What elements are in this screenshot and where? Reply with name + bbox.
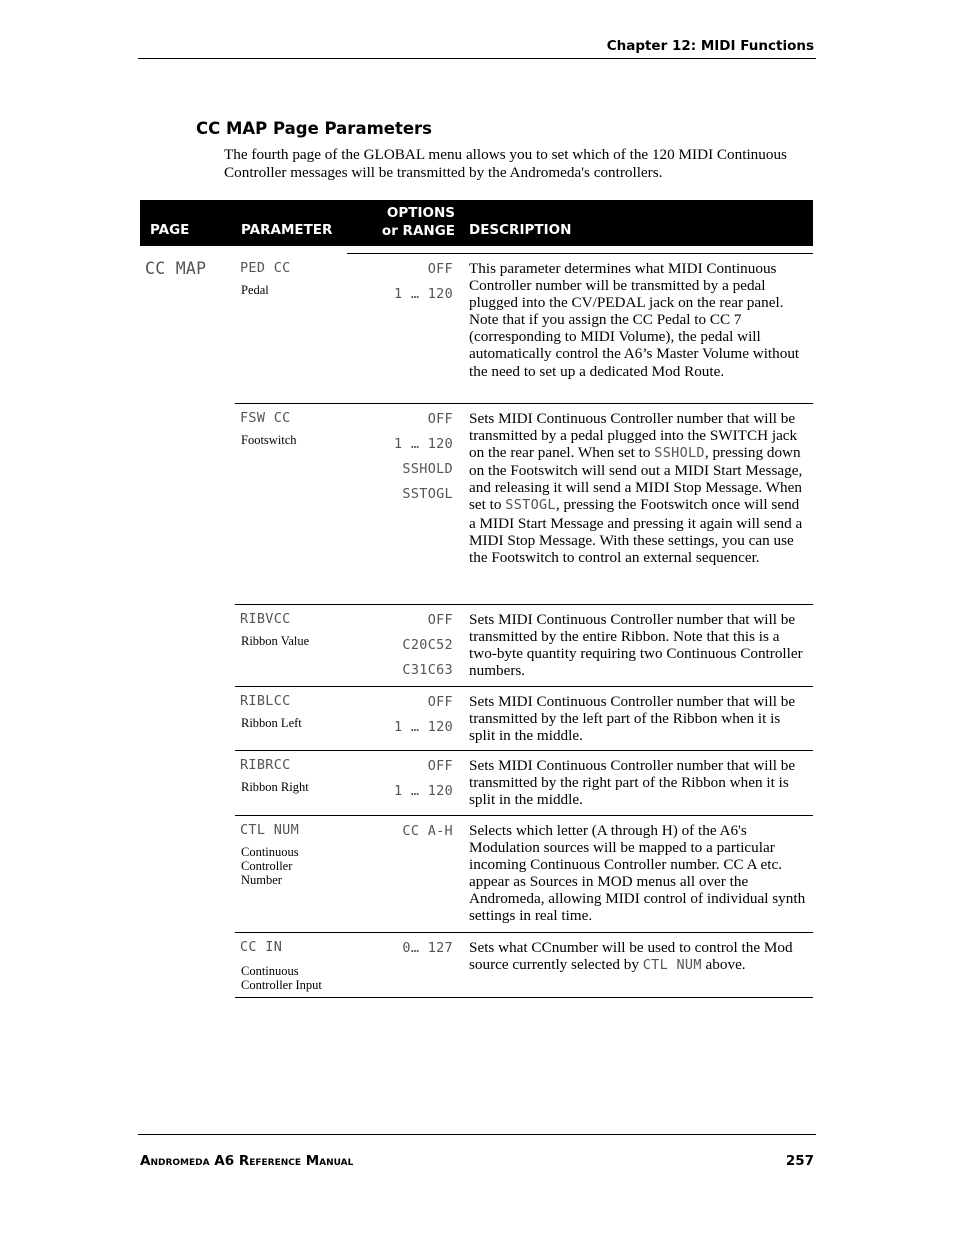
option-value: OFF: [427, 694, 453, 710]
option-value: SSHOLD: [402, 461, 453, 477]
description-text: Sets what CCnumber will be used to control the Mod source currently selected by: [469, 939, 793, 974]
header-parameter: PARAMETER: [241, 222, 333, 238]
param-subtitle: [241, 845, 341, 887]
param-subtitle: Ribbon Left: [241, 716, 302, 730]
param-name: FSW CC: [240, 410, 291, 426]
option-value: SSTOGL: [402, 486, 453, 502]
param-name: RIBRCC: [240, 757, 291, 773]
param-description: This parameter determines what MIDI Continuous Controller number will be transmitted by a pedal plugged into the CV/PEDAL jack on the rear panel. Note that if you assign the CC Pedal to CC 7 (corresponding to MIDI Volume), the pedal will automatically control the A6’s Master Volume without the need to set up a dedicated Mod Route.: [469, 260, 800, 380]
inline-option: SSHOLD: [654, 445, 705, 462]
param-options: [402, 939, 453, 964]
param-name: RIBLCC: [240, 693, 291, 709]
header-options-line2: or RANGE: [381, 223, 455, 239]
description-text: above.: [701, 956, 746, 974]
header-options-line1: OPTIONS: [386, 205, 455, 221]
param-subtitle-line: Controller Input: [241, 978, 322, 992]
param-description: Sets MIDI Continuous Controller number that will be transmitted by the entire Ribbon. Note that this is a two-byte quantity requiring two Continuous Controller numbers.: [469, 611, 803, 680]
footer-rule: [138, 1134, 816, 1135]
param-subtitle: [241, 964, 341, 992]
param-subtitle: Ribbon Value: [241, 634, 310, 648]
param-options: [394, 410, 453, 510]
param-options: [402, 611, 453, 686]
param-subtitle-line: Continuous: [241, 845, 299, 859]
page-number: 257: [785, 1153, 814, 1169]
description-text: , pressing down on the Footswitch will send out a MIDI Start Message, and releasing it will send a MIDI Stop Message. When set to: [469, 444, 803, 514]
param-subtitle: Pedal: [241, 283, 269, 297]
option-value: 1 … 120: [394, 719, 453, 735]
option-value: C20C52: [402, 637, 453, 653]
param-options: [394, 260, 453, 310]
param-name: CC IN: [240, 939, 283, 955]
param-description: [469, 410, 809, 566]
option-value: OFF: [427, 612, 453, 628]
table-row: [235, 751, 813, 816]
header-rule: [138, 58, 816, 59]
option-value: 1 … 120: [394, 783, 453, 799]
description-text: Sets MIDI Continuous Controller number that will be transmitted by a pedal plugged into the SWITCH jack on the rear panel. When set to: [469, 410, 798, 462]
option-value: 1 … 120: [394, 436, 453, 452]
param-name: CTL NUM: [240, 822, 299, 838]
option-value: CC A-H: [402, 823, 453, 839]
table-header: [140, 200, 813, 246]
header-options: [382, 204, 455, 240]
param-description: [469, 939, 809, 974]
option-value: 1 … 120: [394, 286, 453, 302]
description-text: , pressing the Footswitch once will send a MIDI Start Message and pressing it again will send a MIDI Stop Message. With these settings, you can use the Footswitch to control an external sequencer.: [469, 496, 803, 566]
table-row: [235, 933, 813, 998]
option-value: 0… 127: [402, 940, 453, 956]
param-subtitle-line: Controller: [241, 859, 293, 873]
table-row: [235, 816, 813, 933]
page-value: CC MAP: [145, 259, 207, 278]
table-row: [235, 404, 813, 605]
option-value: C31C63: [402, 662, 453, 678]
param-name: PED CC: [240, 260, 291, 276]
param-subtitle-line: Number: [241, 873, 282, 887]
param-subtitle: Ribbon Right: [241, 780, 309, 794]
param-subtitle-line: Continuous: [241, 964, 299, 978]
param-options: [394, 693, 453, 743]
inline-option: SSTOGL: [505, 497, 556, 514]
param-subtitle: Footswitch: [241, 433, 297, 447]
param-options: [402, 822, 453, 847]
header-page: PAGE: [150, 222, 190, 238]
table-row: [235, 254, 813, 404]
footer-manual-title: Andromeda A6 Reference Manual: [140, 1153, 354, 1169]
header-description: DESCRIPTION: [469, 222, 572, 238]
inline-option: CTL NUM: [642, 957, 702, 974]
param-options: [394, 757, 453, 807]
param-description: Selects which letter (A through H) of the A6's Modulation sources will be mapped to a particular incoming Continuous Controller number. CC A etc. appear as Sources in MOD menus all over the Andromeda, allowing MIDI control of individual synth settings in real time.: [469, 822, 806, 925]
option-value: OFF: [427, 261, 453, 277]
table-row: [235, 605, 813, 687]
param-description: Sets MIDI Continuous Controller number that will be transmitted by the right part of the Ribbon when it is split in the middle.: [469, 757, 796, 809]
intro-paragraph: The fourth page of the GLOBAL menu allows you to set which of the 120 MIDI Continuous Controller messages will be transmitted by the Andromeda's controllers.: [224, 146, 787, 181]
section-title: CC MAP Page Parameters: [196, 119, 432, 138]
param-description: Sets MIDI Continuous Controller number that will be transmitted by the left part of the Ribbon when it is split in the middle.: [469, 693, 796, 745]
table-row: [235, 687, 813, 751]
option-value: OFF: [427, 758, 453, 774]
param-name: RIBVCC: [240, 611, 291, 627]
option-value: OFF: [427, 411, 453, 427]
chapter-header: Chapter 12: MIDI Functions: [606, 38, 814, 54]
